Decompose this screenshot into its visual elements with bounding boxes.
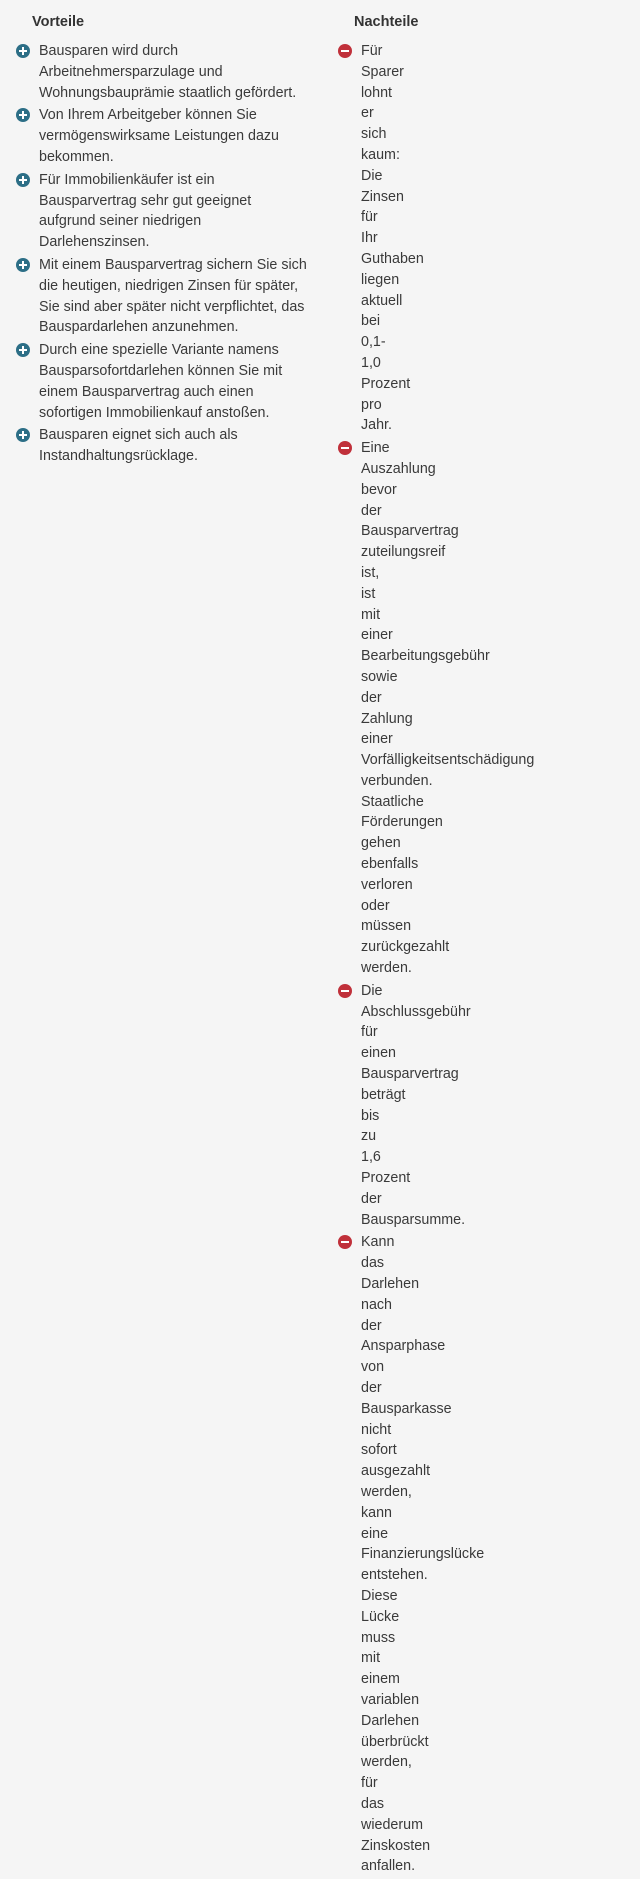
cons-column: Nachteile Für Sparer lohnt er sich kaum: Die Zinsen für Ihr Guthaben liegen aktuell bei 0,1-1,0 Prozent pro Jahr. Eine Auszahlung bevor der Bausparvertrag zuteilungsreif ist, ist mit einer Bearbeitungsgebühr sowie der Zahlung einer Vorfälligkeitsentschädigung verbunden. Staatliche Förderungen gehen ebenfalls verloren oder müssen zurückgezahlt werden. Die Abschlussgebühr für einen Bausparvertrag beträgt bis zu 1,6 Prozent der Bausparsumme. Kann das Darlehen nach der Ansparphase von der Bausparkasse nicht sofort ausgezahlt werden, kann eine Finanzierungslücke entstehen. Diese Lücke muss mit einem variablen Darlehen überbrückt werden, für das wiederum Zinskosten anfallen.	[0, 0, 350, 1879]
pros-item-text: Bausparen wird durch Arbeitnehmersparzulage und Wohnungsbauprämie staatlich gefördert.	[39, 43, 297, 101]
cons-list-item: Eine Auszahlung bevor der Bausparvertrag zuteilungsreif ist, ist mit einer Bearbeitungsgebühr sowie der Zahlung einer Vorfälligkeitsentschädigung verbunden. Staatliche Förderungen gehen ebenfalls verloren oder müssen zurückgezahlt werden.	[338, 438, 361, 979]
minus-circle-icon	[338, 1235, 352, 1249]
pros-item-text: Für Immobilienkäufer ist ein Bausparvertrag sehr gut geeignet aufgrund seiner niedrigen Darlehenszinsen.	[39, 171, 252, 251]
cons-list-item: Für Sparer lohnt er sich kaum: Die Zinsen für Ihr Guthaben liegen aktuell bei 0,1-1,0 Prozent pro Jahr.	[338, 41, 361, 436]
minus-circle-icon	[338, 984, 352, 998]
pros-item-text: Bausparen eignet sich auch als Instandhaltungsrücklage.	[39, 427, 238, 465]
pros-item-text: Durch eine spezielle Variante namens Bausparsofortdarlehen können Sie mit einem Bausparvertrag auch einen sofortigen Immobilienkauf anstoßen.	[39, 342, 283, 421]
minus-circle-icon	[338, 441, 352, 455]
pros-heading: Vorteile	[32, 14, 85, 30]
minus-circle-icon	[338, 44, 352, 58]
cons-list-item: Die Abschlussgebühr für einen Bausparvertrag beträgt bis zu 1,6 Prozent der Bausparsumme.	[338, 981, 361, 1231]
pros-item-text: Mit einem Bausparvertrag sichern Sie sich die heutigen, niedrigen Zinsen für später, Sie sind aber später nicht verpflichtet, das Bauspardarlehen anzunehmen.	[39, 256, 307, 336]
cons-list-item: Kann das Darlehen nach der Ansparphase von der Bausparkasse nicht sofort ausgezahlt werden, kann eine Finanzierungslücke entstehen. Diese Lücke muss mit einem variablen Darlehen überbrückt werden, für das wiederum Zinskosten anfallen.	[338, 1232, 361, 1877]
pros-item-text: Von Ihrem Arbeitgeber können Sie vermögenswirksame Leistungen dazu bekommen.	[39, 107, 279, 165]
